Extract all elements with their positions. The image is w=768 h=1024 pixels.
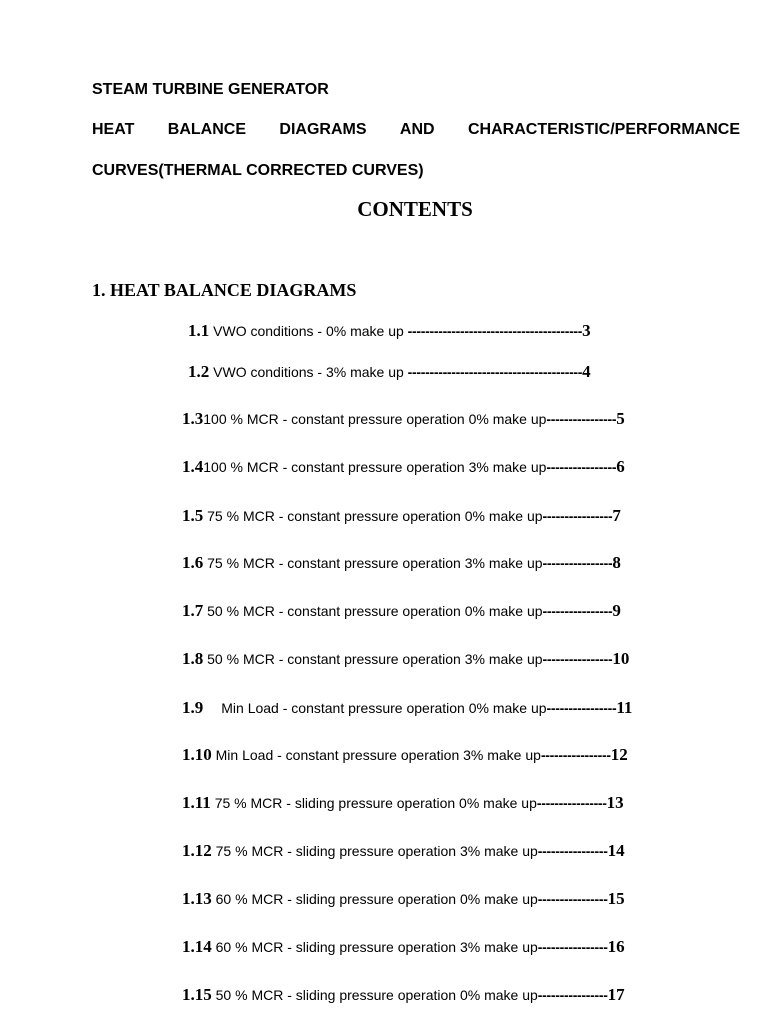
entry-text: 60 % MCR - sliding pressure operation 3% make up	[211, 939, 538, 955]
entry-number: 1.8	[182, 649, 204, 668]
title-word: DIAGRAMS	[279, 121, 367, 138]
entry-text: VWO conditions - 3% make up	[209, 364, 408, 380]
entry-leader: ----------------	[537, 987, 608, 1003]
entry-page: 16	[607, 937, 625, 956]
entry-text: 75 % MCR - constant pressure operation 0% make up	[203, 508, 543, 524]
document-title-line-3: CURVES(THERMAL CORRECTED CURVES)	[92, 162, 424, 179]
entry-text: 75 % MCR - constant pressure operation 3% make up	[203, 555, 543, 571]
entry-number: 1.15	[182, 985, 212, 1004]
entry-leader: ----------------	[537, 939, 608, 955]
entry-number: 1.12	[182, 841, 212, 860]
toc-entry	[182, 649, 629, 669]
title-word: BALANCE	[167, 121, 246, 138]
document-title-line-2	[92, 120, 740, 140]
entry-text: 100 % MCR - constant pressure operation 3% make up	[203, 459, 547, 475]
toc-entry	[182, 745, 628, 765]
entry-page: 14	[607, 841, 625, 860]
contents-heading: CONTENTS	[357, 197, 473, 221]
entry-text: VWO conditions - 0% make up	[209, 323, 408, 339]
entry-page: 3	[582, 321, 591, 340]
toc-entry	[182, 698, 632, 718]
entry-leader: ----------------	[542, 603, 613, 619]
toc-entry	[182, 553, 621, 573]
entry-number: 1.5	[182, 506, 204, 525]
entry-number: 1.1	[188, 321, 210, 340]
entry-leader: ----------------	[546, 411, 617, 427]
entry-text: 75 % MCR - sliding pressure operation 0% make up	[210, 795, 537, 811]
entry-number: 1.4	[182, 457, 204, 476]
toc-entry	[182, 457, 625, 477]
toc-entry	[182, 601, 621, 621]
entry-leader: ----------------	[542, 508, 613, 524]
entry-leader: ----------------	[542, 651, 613, 667]
entry-number: 1.14	[182, 937, 212, 956]
entry-page: 6	[616, 457, 625, 476]
entry-number: 1.3	[182, 409, 204, 428]
entry-page: 17	[607, 985, 625, 1004]
entry-leader: ----------------	[537, 891, 608, 907]
entry-number: 1.13	[182, 889, 212, 908]
entry-text: 50 % MCR - constant pressure operation 3% make up	[203, 651, 543, 667]
toc-entry	[182, 506, 621, 526]
toc-entry	[188, 362, 591, 382]
entry-leader: ----------------	[536, 795, 607, 811]
section-heading: 1. HEAT BALANCE DIAGRAMS	[92, 280, 357, 300]
entry-page: 11	[616, 698, 633, 717]
entry-text: Min Load - constant pressure operation 3% make up	[211, 747, 541, 763]
entry-leader: ----------------	[540, 747, 611, 763]
entry-number: 1.11	[182, 793, 211, 812]
toc-entry	[182, 937, 625, 957]
entry-text: 100 % MCR - constant pressure operation 0% make up	[203, 411, 547, 427]
entry-text: Min Load - constant pressure operation 0% make up	[221, 700, 547, 716]
entry-page: 10	[612, 649, 630, 668]
entry-page: 15	[607, 889, 625, 908]
entry-number: 1.7	[182, 601, 204, 620]
entry-page: 7	[612, 506, 621, 525]
document-title-line-1: STEAM TURBINE GENERATOR	[92, 81, 329, 98]
entry-text: 50 % MCR - sliding pressure operation 0% make up	[211, 987, 538, 1003]
title-word: HEAT	[92, 121, 135, 138]
entry-leader: ----------------------------------------	[407, 323, 583, 339]
entry-leader: ----------------	[546, 459, 617, 475]
entry-page: 4	[582, 362, 591, 381]
entry-page: 13	[606, 793, 624, 812]
title-word: CHARACTERISTIC/PERFORMANCE	[468, 121, 740, 138]
toc-entry	[182, 841, 625, 861]
toc-entry	[182, 985, 625, 1005]
toc-entry	[182, 793, 624, 813]
entry-number: 1.10	[182, 745, 212, 764]
entry-number: 1.9	[182, 698, 204, 717]
toc-entry	[182, 889, 625, 909]
title-word: AND	[399, 121, 435, 138]
entry-page: 5	[616, 409, 625, 428]
entry-leader: ----------------	[537, 843, 608, 859]
entry-text: 75 % MCR - sliding pressure operation 3% make up	[211, 843, 538, 859]
entry-page: 8	[612, 553, 621, 572]
toc-entry	[188, 321, 591, 341]
entry-leader: ----------------	[542, 555, 613, 571]
entry-text: 60 % MCR - sliding pressure operation 0% make up	[211, 891, 538, 907]
entry-page: 12	[610, 745, 628, 764]
entry-page: 9	[612, 601, 621, 620]
entry-number: 1.2	[188, 362, 210, 381]
entry-number: 1.6	[182, 553, 204, 572]
entry-leader: ----------------------------------------	[407, 364, 583, 380]
entry-leader: ----------------	[546, 700, 617, 716]
toc-entry	[182, 409, 625, 429]
entry-text: 50 % MCR - constant pressure operation 0% make up	[203, 603, 543, 619]
